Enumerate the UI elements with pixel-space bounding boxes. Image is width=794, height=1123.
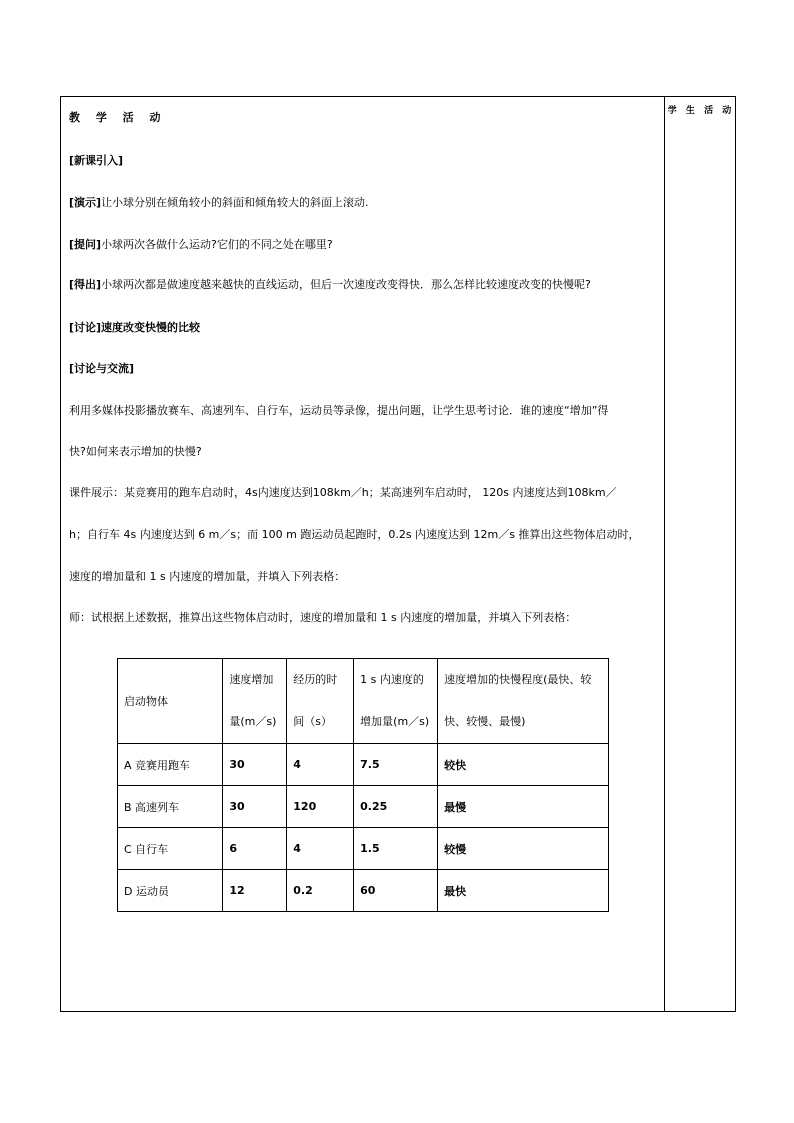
cell-object: C 自行车 — [118, 828, 223, 870]
header-per-second: 1 s 内速度的 增加量(m／s) — [354, 659, 438, 744]
cell-rank: 最慢 — [438, 786, 609, 828]
cell-time: 120 — [287, 786, 354, 828]
cell-time: 0.2 — [287, 870, 354, 912]
courseware-line-2: h；自行车 4s 内速度达到 6 m／s；而 100 m 跑运动员起跑时，0.2s 内速度达到 12m／s 推算出这些物体启动时， — [69, 528, 640, 541]
demo-text: 让小球分别在倾角较小的斜面和倾角较大的斜面上滚动. — [101, 196, 369, 209]
courseware-line-3: 速度的增加量和 1 s 内速度的增加量，并填入下列表格： — [69, 570, 346, 583]
section-new-lesson: [新课引入] — [69, 154, 124, 167]
lesson-frame — [60, 96, 736, 1012]
cell-per-second: 7.5 — [354, 744, 438, 786]
paragraph-line-2: 快?如何来表示增加的快慢? — [69, 445, 202, 458]
conclusion-tag: [得出] — [69, 278, 102, 291]
cell-rank: 较快 — [438, 744, 609, 786]
demo-line — [69, 196, 369, 210]
cell-per-second: 1.5 — [354, 828, 438, 870]
cell-rank: 较慢 — [438, 828, 609, 870]
column-title-teaching: 教 学 活 动 — [69, 111, 167, 124]
cell-per-second: 0.25 — [354, 786, 438, 828]
table-row — [118, 786, 609, 828]
cell-time: 4 — [287, 744, 354, 786]
table-row — [118, 828, 609, 870]
question-text: 小球两次各做什么运动?它们的不同之处在哪里? — [101, 238, 333, 251]
speed-increase-table — [117, 658, 609, 912]
conclusion-line — [69, 278, 591, 292]
cell-speed-increase: 6 — [223, 828, 287, 870]
question-line — [69, 238, 333, 252]
column-title-student: 学 生 活 动 — [667, 106, 735, 116]
cell-object: D 运动员 — [118, 870, 223, 912]
header-rank: 速度增加的快慢程度(最快、较 快、较慢、最慢) — [438, 659, 609, 744]
table-header-row — [118, 659, 609, 744]
cell-object: B 高速列车 — [118, 786, 223, 828]
cell-rank: 最快 — [438, 870, 609, 912]
cell-speed-increase: 30 — [223, 744, 287, 786]
header-time: 经历的时 间（s） — [287, 659, 354, 744]
cell-time: 4 — [287, 828, 354, 870]
cell-per-second: 60 — [354, 870, 438, 912]
cell-speed-increase: 30 — [223, 786, 287, 828]
header-object: 启动物体 — [118, 659, 223, 744]
demo-tag: [演示] — [69, 196, 102, 209]
cell-speed-increase: 12 — [223, 870, 287, 912]
student-activity-column — [665, 97, 737, 1011]
discussion-heading: [讨论]速度改变快慢的比较 — [69, 321, 201, 334]
paragraph-line-1: 利用多媒体投影播放赛车、高速列车、自行车，运动员等录像，提出问题，让学生思考讨论．谁的速度“增加”得 — [69, 404, 609, 417]
conclusion-text: 小球两次都是做速度越来越快的直线运动，但后一次速度改变得快．那么怎样比较速度改变的快慢呢? — [101, 278, 591, 291]
table-row — [118, 744, 609, 786]
courseware-line-1: 课件展示：某竞赛用的跑车启动时，4s内速度达到108km／h；某高速列车启动时， 120s 内速度达到108km／ — [69, 486, 617, 499]
teacher-line: 师：试根据上述数据，推算出这些物体启动时，速度的增加量和 1 s 内速度的增加量，并填入下列表格： — [69, 611, 577, 624]
table-row — [118, 870, 609, 912]
cell-object: A 竞赛用跑车 — [118, 744, 223, 786]
teaching-activity-column — [61, 97, 665, 1011]
discussion-exchange-heading: [讨论与交流] — [69, 362, 135, 375]
question-tag: [提问] — [69, 238, 102, 251]
header-speed-increase: 速度增加 量(m／s) — [223, 659, 287, 744]
